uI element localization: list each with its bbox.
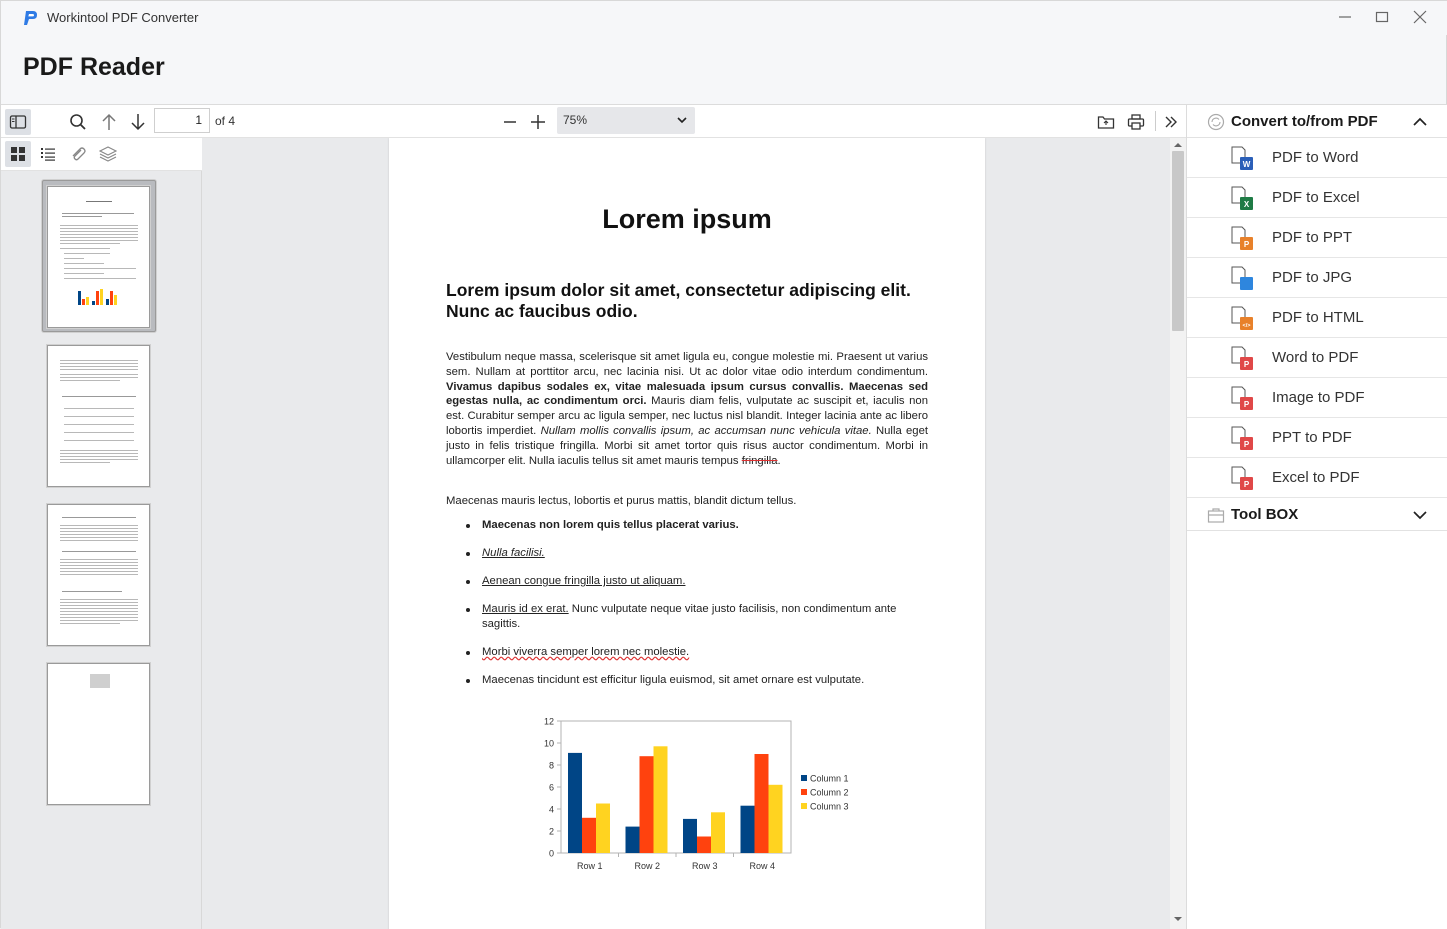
- bar-column-3-row-2: [654, 746, 668, 853]
- svg-text:</>: </>: [1242, 323, 1251, 329]
- app-title: Workintool PDF Converter: [47, 10, 199, 25]
- legend-label: Column 3: [810, 801, 849, 812]
- chevron-down-icon: [1413, 510, 1427, 520]
- next-page-button[interactable]: [125, 109, 151, 135]
- y-tick-label: 8: [548, 760, 554, 771]
- list-item: [446, 673, 928, 688]
- thumbnail-image: [90, 674, 110, 688]
- convert-item-word-to-pdf[interactable]: [1187, 338, 1447, 378]
- search-button[interactable]: [65, 109, 91, 135]
- svg-text:X: X: [1243, 200, 1250, 209]
- plus-icon: [530, 114, 546, 130]
- print-button[interactable]: [1123, 109, 1149, 135]
- search-icon: [69, 113, 87, 131]
- maximize-icon: [1375, 10, 1389, 24]
- bar-column-3-row-1: [596, 804, 610, 854]
- image-to-pdf-icon: [1231, 386, 1255, 412]
- convert-item-label: PDF to JPG: [1272, 269, 1353, 286]
- zoom-in-button[interactable]: [525, 109, 551, 135]
- svg-text:P: P: [1243, 440, 1250, 449]
- list-item: [446, 574, 928, 589]
- convert-item-label: PDF to Excel: [1272, 189, 1360, 206]
- convert-item-pdf-to-excel[interactable]: [1187, 178, 1447, 218]
- excel-to-pdf-icon: [1231, 466, 1255, 492]
- svg-text:P: P: [1243, 240, 1250, 249]
- grid-icon: [10, 146, 26, 162]
- convert-item-image-to-pdf[interactable]: [1187, 378, 1447, 418]
- bar-column-2-row-1: [582, 818, 596, 853]
- bar-column-1-row-2: [626, 827, 640, 853]
- x-tick-label: Row 4: [749, 861, 776, 871]
- paperclip-icon: [69, 146, 87, 162]
- bar-column-3-row-3: [711, 812, 725, 853]
- bullet-text: Aenean congue fringilla justo ut aliquam.: [482, 575, 686, 587]
- bar-column-2-row-4: [755, 754, 769, 853]
- double-chevron-right-icon: [1163, 114, 1179, 130]
- pdf-to-excel-icon: [1231, 186, 1255, 212]
- x-tick-label: Row 3: [691, 861, 718, 871]
- minimize-button[interactable]: [1332, 5, 1358, 29]
- y-tick-label: 12: [543, 716, 554, 727]
- document-title: Lorem ipsum: [602, 204, 772, 234]
- list-item: [446, 602, 928, 632]
- expand-panel-button[interactable]: [1158, 109, 1184, 135]
- convert-item-label: Image to PDF: [1272, 389, 1365, 406]
- document-paragraph-2: Maecenas mauris lectus, lobortis et purus mattis, blandit dictum tellus.: [446, 495, 797, 507]
- layers-icon: [99, 146, 117, 162]
- x-tick-label: Row 2: [634, 861, 661, 871]
- close-button[interactable]: [1407, 5, 1433, 29]
- convert-item-pdf-to-word[interactable]: [1187, 138, 1447, 178]
- page-thumbnail-1[interactable]: [47, 186, 150, 328]
- bar-column-1-row-3: [683, 819, 697, 853]
- page-title: PDF Reader: [23, 53, 165, 81]
- y-tick-label: 2: [548, 826, 554, 837]
- legend-label: Column 1: [810, 773, 849, 784]
- app-logo-icon: [23, 9, 39, 27]
- previous-page-button[interactable]: [96, 109, 122, 135]
- arrow-up-icon: [101, 113, 117, 131]
- para-bold: Vivamus dapibus sodales ex, vitae malesuada ipsum cursus convallis. Maecenas sed egestas nulla, ac condimentum orci.: [446, 380, 928, 408]
- bar-column-2-row-3: [697, 837, 711, 854]
- para-text: .: [777, 454, 781, 467]
- tab-outline[interactable]: [35, 141, 61, 167]
- document-subtitle: Lorem ipsum dolor sit amet, consectetur adipiscing elit. Nunc ac faucibus odio.: [446, 280, 911, 321]
- convert-item-excel-to-pdf[interactable]: [1187, 458, 1447, 498]
- pdf-to-jpg-icon: [1231, 266, 1255, 292]
- legend-label: Column 2: [810, 787, 849, 798]
- page-total: of 4: [215, 114, 236, 128]
- zoom-out-button[interactable]: [497, 109, 523, 135]
- para-text: Mauris diam felis, vulputate ac suscipit et, iaculis non est. Curabitur semper arcu ac ligula semper, nec luctus nisl blandit. Integer lacinia ante ac libero lobortis imperdiet.: [446, 395, 928, 437]
- legend-swatch: [801, 775, 807, 781]
- convert-section-title: Convert to/from PDF: [1231, 113, 1378, 130]
- list-item: [446, 518, 928, 533]
- y-tick-label: 0: [548, 848, 554, 859]
- list-item: [446, 546, 928, 561]
- folder-icon: [1097, 114, 1115, 130]
- toolbox-section-title: Tool BOX: [1231, 506, 1299, 523]
- bar-column-3-row-4: [769, 785, 783, 853]
- document-paragraph-1: [446, 350, 928, 468]
- convert-section-header[interactable]: [1187, 105, 1447, 138]
- scroll-down-arrow-icon: [1170, 914, 1186, 924]
- convert-item-ppt-to-pdf[interactable]: [1187, 418, 1447, 458]
- scroll-up-arrow-icon: [1170, 140, 1186, 150]
- convert-item-label: Word to PDF: [1272, 349, 1359, 366]
- page-thumbnail-3[interactable]: [47, 504, 150, 646]
- thumbnail-sidebar: [1, 171, 202, 929]
- chevron-up-icon: [1413, 117, 1427, 127]
- legend-swatch: [801, 803, 807, 809]
- bar-column-2-row-2: [640, 756, 654, 853]
- convert-item-label: PDF to HTML: [1272, 309, 1364, 326]
- toolbox-icon: [1207, 506, 1225, 524]
- list-item: [446, 645, 928, 660]
- para-italic: Nullam mollis convallis ipsum, ac accumsan nunc vehicula vitae.: [540, 424, 872, 437]
- pdf-to-word-icon: [1231, 146, 1255, 172]
- convert-item-label: Excel to PDF: [1272, 469, 1360, 486]
- page-number-input[interactable]: 1: [154, 108, 210, 133]
- convert-item-pdf-to-jpg[interactable]: [1187, 258, 1447, 298]
- tab-attachments[interactable]: [65, 141, 91, 167]
- bullet-text: Nulla facilisi.: [482, 547, 545, 559]
- minimize-icon: [1338, 10, 1352, 24]
- svg-text:W: W: [1242, 160, 1251, 169]
- pdf-to-ppt-icon: [1231, 226, 1255, 252]
- convert-icon: [1207, 113, 1225, 131]
- page-thumbnail-2[interactable]: [47, 345, 150, 487]
- convert-item-pdf-to-ppt[interactable]: [1187, 218, 1447, 258]
- convert-item-label: PPT to PDF: [1272, 429, 1352, 446]
- word-to-pdf-icon: [1231, 346, 1255, 372]
- y-tick-label: 6: [548, 782, 554, 793]
- bullet-text: Maecenas non lorem quis tellus placerat varius.: [482, 519, 739, 531]
- bullet-text: Maecenas tincidunt est efficitur ligula euismod, sit amet ornare est vulputate.: [482, 674, 865, 686]
- close-icon: [1413, 10, 1427, 24]
- toolbox-section-header[interactable]: [1187, 498, 1447, 531]
- bar-column-1-row-1: [568, 753, 582, 853]
- para-strikethrough: fringilla: [741, 454, 778, 467]
- title-bar: [1, 1, 1447, 35]
- para-text: Vestibulum neque massa, scelerisque sit amet ligula eu, congue molestie mi. Praesent ut varius sem. Nullam at porttitor arcu, nec lacinia nisi. Ut ac dolor vitae odio interdum condimentum.: [446, 351, 928, 378]
- sidebar-panel-icon: [9, 114, 27, 130]
- document-viewport[interactable]: [202, 138, 1186, 929]
- tab-layers[interactable]: [95, 141, 121, 167]
- printer-icon: [1127, 113, 1145, 131]
- document-page: [389, 138, 985, 929]
- ppt-to-pdf-icon: [1231, 426, 1255, 452]
- zoom-select[interactable]: [557, 107, 695, 134]
- toggle-sidebar-button[interactable]: [5, 109, 31, 135]
- legend-swatch: [801, 789, 807, 795]
- y-tick-label: 4: [548, 804, 554, 815]
- open-file-button[interactable]: [1093, 109, 1119, 135]
- arrow-down-icon: [130, 113, 146, 131]
- convert-item-label: PDF to Word: [1272, 149, 1359, 166]
- svg-text:P: P: [1243, 360, 1250, 369]
- y-tick-label: 10: [543, 738, 554, 749]
- sidebar-tabs: [1, 138, 202, 171]
- convert-item-pdf-to-html[interactable]: [1187, 298, 1447, 338]
- document-bullet-list: [446, 518, 928, 701]
- bullet-text: Morbi viverra semper lorem nec molestie.: [482, 646, 690, 658]
- tab-thumbnails[interactable]: [5, 141, 31, 167]
- bullet-text: Mauris id ex erat.: [482, 603, 569, 615]
- maximize-button[interactable]: [1369, 5, 1395, 29]
- toolbar-divider: [1155, 111, 1156, 131]
- scrollbar-thumb[interactable]: [1172, 151, 1184, 331]
- svg-text:P: P: [1243, 480, 1250, 489]
- page-thumbnail-4[interactable]: [47, 663, 150, 805]
- minus-icon: [502, 114, 518, 130]
- zoom-value: 75%: [563, 113, 588, 127]
- convert-panel: [1186, 105, 1447, 929]
- bar-chart: [539, 713, 869, 878]
- bullet-text: Nunc vulputate neque vitae justo facilisis, non condimentum ante sagittis.: [482, 603, 897, 630]
- x-tick-label: Row 1: [576, 861, 603, 871]
- pdf-to-html-icon: [1231, 306, 1255, 332]
- svg-text:P: P: [1243, 400, 1250, 409]
- bar-column-1-row-4: [741, 806, 755, 853]
- convert-item-label: PDF to PPT: [1272, 229, 1353, 246]
- list-icon: [40, 146, 56, 162]
- chevron-down-icon: [677, 116, 687, 124]
- para-text: Nulla eget justo in felis tristique fringilla. Morbi sit amet tortor quis risus auctor condimentum. Morbi in ullamcorper elit. Nulla iaculis tellus sit amet mauris tempus: [446, 424, 928, 467]
